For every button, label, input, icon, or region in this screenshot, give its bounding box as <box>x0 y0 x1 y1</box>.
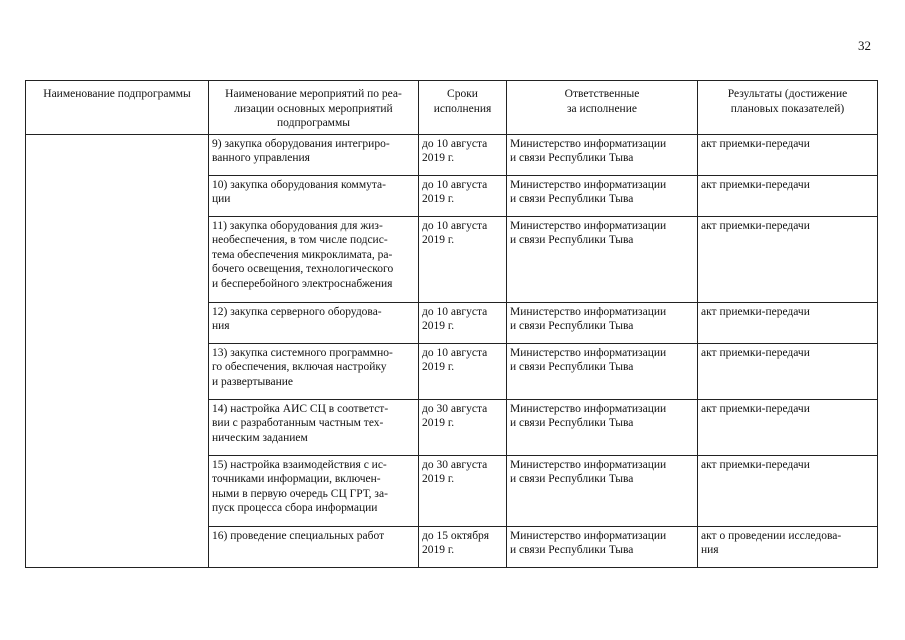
deadline-cell: до 15 октября 2019 г. <box>419 526 507 567</box>
page-number: 32 <box>858 38 871 53</box>
result-cell: акт приемки-передачи <box>698 216 878 302</box>
header-deadline: Сроки исполнения <box>419 81 507 135</box>
activity-cell: 13) закупка системного программно- го обеспечения, включая настройку и развертывание <box>209 343 419 399</box>
responsible-cell: Министерство информатизации и связи Республики Тыва <box>507 216 698 302</box>
deadline-cell: до 10 августа 2019 г. <box>419 216 507 302</box>
activity-cell: 14) настройка АИС СЦ в соответст- вии с разработанным частным тех- ническим заданием <box>209 399 419 455</box>
table-row <box>26 134 878 175</box>
header-responsible: Ответственные за исполнение <box>507 81 698 135</box>
activity-cell: 11) закупка оборудования для жиз- необеспечения, в том числе подсис- тема обеспечения микроклимата, ра- бочего освещения, технологического и бесперебойного электроснабжения <box>209 216 419 302</box>
responsible-cell: Министерство информатизации и связи Республики Тыва <box>507 399 698 455</box>
deadline-cell: до 10 августа 2019 г. <box>419 343 507 399</box>
subprogram-activities-table <box>25 80 878 568</box>
deadline-cell: до 10 августа 2019 г. <box>419 302 507 343</box>
result-cell: акт приемки-передачи <box>698 302 878 343</box>
activity-cell: 10) закупка оборудования коммута- ции <box>209 175 419 216</box>
result-cell: акт о проведении исследова- ния <box>698 526 878 567</box>
header-results: Результаты (достижение плановых показателей) <box>698 81 878 135</box>
activity-cell: 12) закупка серверного оборудова- ния <box>209 302 419 343</box>
deadline-cell: до 10 августа 2019 г. <box>419 134 507 175</box>
activity-cell: 15) настройка взаимодействия с ис- точниками информации, включен- ными в первую очередь СЦ ГРТ, за- пуск процесса сбора информации <box>209 455 419 526</box>
table-header-row <box>26 81 878 135</box>
deadline-cell: до 10 августа 2019 г. <box>419 175 507 216</box>
subprogram-cell <box>26 134 209 567</box>
result-cell: акт приемки-передачи <box>698 455 878 526</box>
responsible-cell: Министерство информатизации и связи Республики Тыва <box>507 175 698 216</box>
result-cell: акт приемки-передачи <box>698 399 878 455</box>
responsible-cell: Министерство информатизации и связи Республики Тыва <box>507 302 698 343</box>
header-activities: Наименование мероприятий по реа- лизации основных мероприятий подпрограммы <box>209 81 419 135</box>
deadline-cell: до 30 августа 2019 г. <box>419 455 507 526</box>
result-cell: акт приемки-передачи <box>698 175 878 216</box>
header-subprogram: Наименование подпрограммы <box>26 81 209 135</box>
responsible-cell: Министерство информатизации и связи Республики Тыва <box>507 526 698 567</box>
result-cell: акт приемки-передачи <box>698 343 878 399</box>
result-cell: акт приемки-передачи <box>698 134 878 175</box>
activity-cell: 9) закупка оборудования интегриро- ванного управления <box>209 134 419 175</box>
responsible-cell: Министерство информатизации и связи Республики Тыва <box>507 455 698 526</box>
responsible-cell: Министерство информатизации и связи Республики Тыва <box>507 343 698 399</box>
responsible-cell: Министерство информатизации и связи Республики Тыва <box>507 134 698 175</box>
deadline-cell: до 30 августа 2019 г. <box>419 399 507 455</box>
activity-cell: 16) проведение специальных работ <box>209 526 419 567</box>
